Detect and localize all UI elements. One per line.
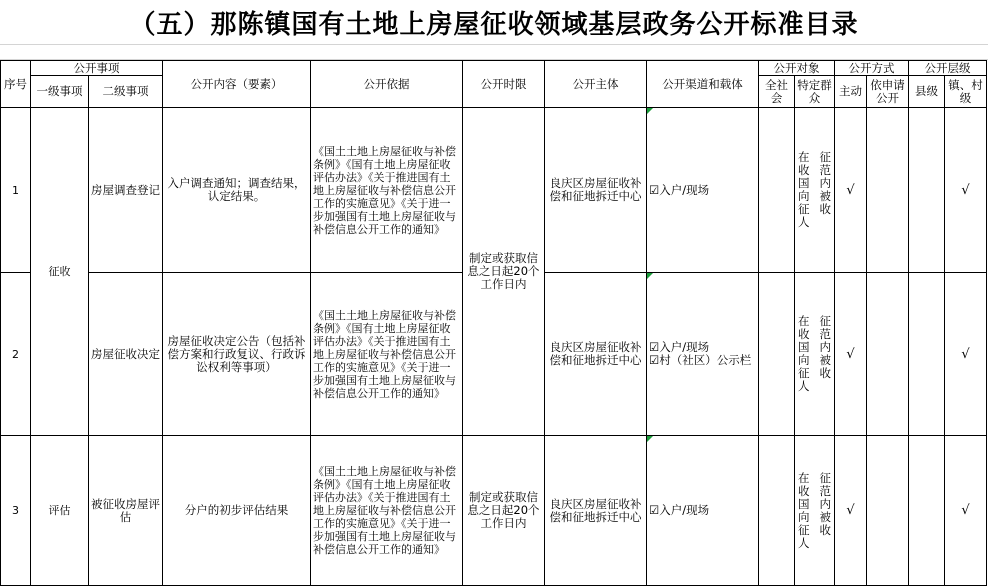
- vertical-char: 内: [819, 340, 831, 354]
- row-basis: 《国土土地上房屋征收与补偿条例》《国有土地上房屋征收评估办法》《关于推进国有土地上房屋征收与补偿信息公开工作的实施意见》《关于进一步加强国有土地上房屋征收与补偿信息公开工作的通知》: [311, 273, 463, 436]
- cell-comment-marker: [647, 108, 653, 114]
- header-time-limit: 公开时限: [463, 61, 545, 108]
- specific-left-text: [798, 315, 810, 393]
- page-title: （五）那陈镇国有土地上房屋征收领域基层政务公开标准目录: [129, 9, 859, 40]
- row-content: 房屋征收决定公告（包括补偿方案和行政复议、行政诉讼权利等事项）: [163, 273, 311, 436]
- row-content: 分户的初步评估结果: [163, 436, 311, 586]
- header-method-request: 依申请公开: [867, 76, 909, 108]
- vertical-char: 向: [798, 189, 810, 203]
- row-time-limit: 制定或获取信息之日起20个工作日内: [463, 108, 545, 436]
- vertical-char: 内: [819, 176, 831, 190]
- vertical-char: 范: [819, 327, 831, 341]
- vertical-char: 国: [798, 496, 810, 511]
- vertical-char: 向: [798, 353, 810, 367]
- vertical-char: 范: [819, 483, 831, 498]
- vertical-char: 收: [819, 522, 831, 537]
- row-subject: 良庆区房屋征收补偿和征地拆迁中心: [545, 436, 647, 586]
- vertical-char: 在: [798, 470, 810, 485]
- channel-item: ☑入户/现场: [649, 340, 710, 354]
- row-channel: [647, 108, 759, 273]
- row-level1: 征收: [31, 108, 89, 436]
- row-target-specific: [795, 108, 835, 273]
- specific-right-text: [820, 315, 832, 393]
- row-target-all: [759, 108, 795, 273]
- header-content: 公开内容（要素）: [163, 61, 311, 108]
- row-level-town: √: [945, 436, 987, 586]
- header-level2: 二级事项: [89, 76, 163, 108]
- header-target-specific: 特定群众: [795, 76, 835, 108]
- channel-item: ☑入户/现场: [649, 503, 710, 517]
- row-subject: 良庆区房屋征收补偿和征地拆迁中心: [545, 273, 647, 436]
- vertical-char: 收: [819, 202, 831, 216]
- vertical-char: 被: [819, 189, 831, 203]
- vertical-char: 征: [798, 202, 810, 216]
- row-level-town: √: [945, 108, 987, 273]
- vertical-char: 收: [798, 327, 810, 341]
- channel-item: ☑村（社区）公示栏: [649, 353, 752, 367]
- row-subject: 良庆区房屋征收补偿和征地拆迁中心: [545, 108, 647, 273]
- header-items-group: 公开事项: [31, 61, 163, 76]
- vertical-char: 国: [798, 176, 810, 190]
- vertical-char: 征: [798, 522, 810, 537]
- vertical-char: 收: [819, 366, 831, 380]
- vertical-char: 人: [798, 215, 810, 229]
- row-level1: 评估: [31, 436, 89, 586]
- header-row-1: [1, 61, 987, 76]
- table-row: [1, 436, 987, 586]
- vertical-char: 被: [819, 509, 831, 524]
- vertical-char: 在: [798, 314, 810, 328]
- row-method-request: [867, 108, 909, 273]
- header-method-active: 主动: [835, 76, 867, 108]
- header-level-group: 公开层级: [909, 61, 987, 76]
- row-target-specific: [795, 273, 835, 436]
- vertical-char: 向: [798, 509, 810, 524]
- row-basis: 《国土土地上房屋征收与补偿条例》《国有土地上房屋征收评估办法》《关于推进国有土地上房屋征收与补偿信息公开工作的实施意见》《关于进一步加强国有土地上房屋征收与补偿信息公开工作的通知》: [311, 436, 463, 586]
- vertical-char: 被: [819, 353, 831, 367]
- row-level2: 房屋调查登记: [89, 108, 163, 273]
- vertical-char: 收: [798, 483, 810, 498]
- cell-comment-marker: [647, 436, 653, 442]
- header-seq: 序号: [1, 61, 31, 108]
- row-seq: 3: [1, 436, 31, 586]
- row-method-active: √: [835, 436, 867, 586]
- row-seq: 1: [1, 108, 31, 273]
- row-content: 入户调查通知；调查结果，认定结果。: [163, 108, 311, 273]
- row-level-town: √: [945, 273, 987, 436]
- row-method-request: [867, 273, 909, 436]
- row-channel: [647, 273, 759, 436]
- catalog-table: [0, 60, 987, 586]
- row-method-request: [867, 436, 909, 586]
- row-method-active: √: [835, 108, 867, 273]
- vertical-char: 征: [819, 150, 831, 164]
- row-target-all: [759, 273, 795, 436]
- vertical-char: 人: [798, 535, 810, 550]
- header-target-group: 公开对象: [759, 61, 835, 76]
- vertical-char: 收: [798, 163, 810, 177]
- row-level-county: [909, 273, 945, 436]
- header-target-all: 全社会: [759, 76, 795, 108]
- sheet-gridline: [0, 44, 988, 60]
- specific-left-text: [798, 472, 810, 550]
- header-level1: 一级事项: [31, 76, 89, 108]
- cell-comment-marker: [647, 273, 653, 279]
- header-method-group: 公开方式: [835, 61, 909, 76]
- vertical-char: 在: [798, 150, 810, 164]
- row-method-active: √: [835, 273, 867, 436]
- row-level-county: [909, 108, 945, 273]
- vertical-char: 范: [819, 163, 831, 177]
- row-target-specific: [795, 436, 835, 586]
- row-level-county: [909, 436, 945, 586]
- row-basis: 《国土土地上房屋征收与补偿条例》《国有土地上房屋征收评估办法》《关于推进国有土地上房屋征收与补偿信息公开工作的实施意见》《关于进一步加强国有土地上房屋征收与补偿信息公开工作的通知》: [311, 108, 463, 273]
- header-level-county: 县级: [909, 76, 945, 108]
- specific-right-text: [820, 472, 832, 550]
- row-level2: 房屋征收决定: [89, 273, 163, 436]
- row-level2: 被征收房屋评估: [89, 436, 163, 586]
- specific-left-text: [798, 151, 810, 229]
- vertical-char: 内: [819, 496, 831, 511]
- header-basis: 公开依据: [311, 61, 463, 108]
- row-seq: 2: [1, 273, 31, 436]
- row-time-limit: 制定或获取信息之日起20个工作日内: [463, 436, 545, 586]
- table-row: [1, 108, 987, 273]
- vertical-char: 国: [798, 340, 810, 354]
- vertical-char: 人: [798, 379, 810, 393]
- vertical-char: 征: [819, 470, 831, 485]
- row-channel: [647, 436, 759, 586]
- specific-right-text: [820, 151, 832, 229]
- row-target-all: [759, 436, 795, 586]
- channel-item: ☑入户/现场: [649, 182, 710, 197]
- header-level-town: 镇、村级: [945, 76, 987, 108]
- vertical-char: 征: [798, 366, 810, 380]
- header-subject: 公开主体: [545, 61, 647, 108]
- vertical-char: 征: [819, 314, 831, 328]
- header-channel: 公开渠道和载体: [647, 61, 759, 108]
